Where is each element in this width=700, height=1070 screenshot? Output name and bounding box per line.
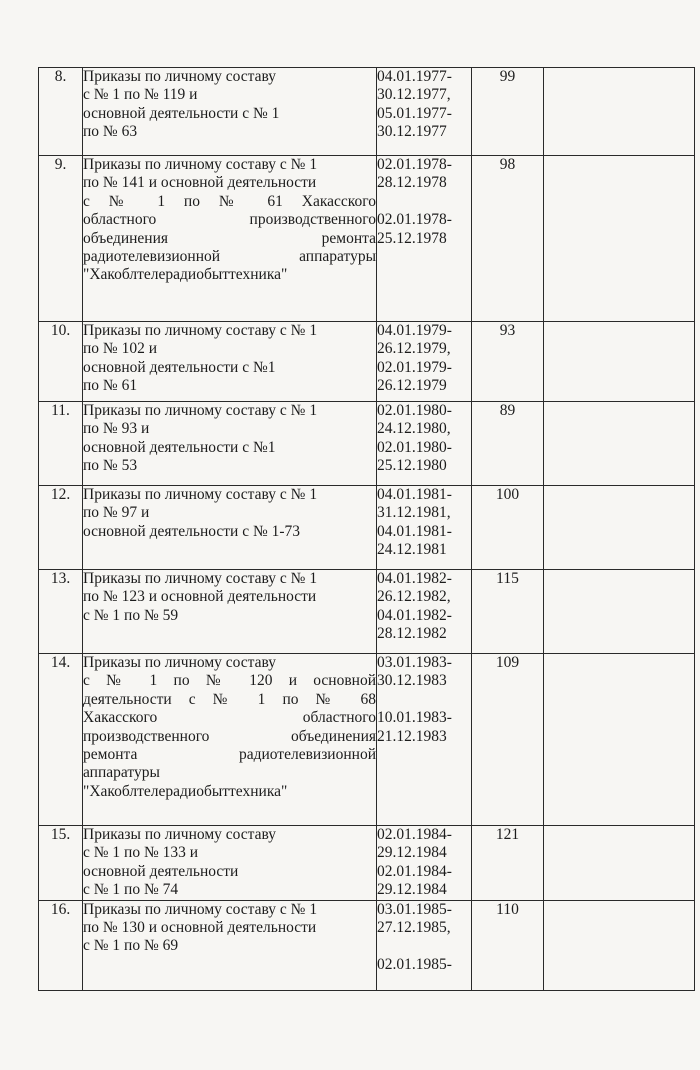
date-line: 02.01.1980- [377,438,452,456]
date-line: 28.12.1982 [377,625,447,643]
table-row [39,402,695,486]
date-range [377,654,472,826]
inventory-table-body [39,68,695,991]
date-range [377,68,472,156]
title-line: основной деятельности [83,862,239,880]
document-title [83,322,377,402]
date-line: 05.01.1977- [377,104,452,122]
title-line: по № 63 [83,123,138,141]
title-line: областного производственного [83,211,376,229]
date-line: 29.12.1984 [377,881,447,899]
date-range [377,826,472,901]
title-line: по № 93 и [83,420,150,438]
title-line: по № 123 и основной деятельности [83,588,317,606]
title-line: основной деятельности с №1 [83,438,276,456]
title-line: по № 141 и основной деятельности [83,174,317,192]
date-line: 04.01.1981- [377,486,452,503]
title-line: Хакасского областного [83,709,376,727]
row-number: 16. [39,900,83,990]
row-number: 12. [39,486,83,570]
date-line: 02.01.1984- [377,862,452,880]
date-line: 27.12.1985, [377,919,451,937]
title-line: Приказы по личному составу [83,826,277,843]
date-line: 28.12.1978 [377,174,447,192]
title-line: Приказы по личному составу с № 1 [83,322,318,339]
sheet-count: 99 [472,68,544,156]
title-line: основной деятельности с № 1-73 [83,522,301,540]
date-line: 02.01.1978- [377,156,452,173]
notes-cell [544,402,695,486]
title-line: с № 1 по № 74 [83,881,179,899]
date-line: 10.01.1983- [377,709,452,727]
date-line: 25.12.1980 [377,457,447,475]
sheet-count: 110 [472,900,544,990]
row-number: 15. [39,826,83,901]
title-line: с № 1 по № 69 [83,937,179,955]
sheet-count: 109 [472,654,544,826]
title-line: Приказы по личному составу с № 1 [83,402,318,419]
date-line: 30.12.1977 [377,123,447,141]
date-range [377,156,472,322]
date-line: 04.01.1982- [377,606,452,624]
sheet-count: 100 [472,486,544,570]
date-line: 03.01.1983- [377,654,452,671]
title-line: по № 130 и основной деятельности [83,919,317,937]
date-line: 04.01.1977- [377,68,452,85]
document-title [83,156,377,322]
date-line: 03.01.1985- [377,900,452,918]
notes-cell [544,570,695,654]
title-line: Приказы по личному составу с № 1 [83,156,318,173]
document-title [83,900,377,990]
row-number: 13. [39,570,83,654]
title-line: по № 102 и [83,340,158,358]
table-row [39,654,695,826]
date-line: 04.01.1979- [377,322,452,339]
title-line: Приказы по личному составу [83,68,277,85]
date-line [377,691,471,709]
document-title [83,654,377,826]
notes-cell [544,156,695,322]
sheet-count: 121 [472,826,544,901]
date-line: 30.12.1977, [377,86,451,104]
title-line: Приказы по личному составу [83,654,277,671]
title-line: по № 97 и [83,504,150,522]
row-number: 14. [39,654,83,826]
document-title [83,826,377,901]
title-line: с № 1 по № 120 и основной [83,672,376,690]
table-row [39,826,695,901]
table-row [39,322,695,402]
date-line: 21.12.1983 [377,727,447,745]
date-line: 29.12.1984 [377,844,447,862]
title-line: Приказы по личному составу с № 1 [83,900,318,918]
title-line: объединения ремонта [83,229,376,247]
date-line: 30.12.1983 [377,672,447,690]
date-line: 02.01.1980- [377,402,452,419]
title-line: основной деятельности с №1 [83,358,276,376]
date-line: 24.12.1980, [377,420,451,438]
row-number: 11. [39,402,83,486]
date-line [377,193,471,211]
notes-cell [544,654,695,826]
date-line: 02.01.1978- [377,211,452,229]
title-line: основной деятельности с № 1 [83,104,280,122]
title-line: с № 1 по № 59 [83,606,179,624]
title-line: по № 61 [83,377,138,395]
title-line: аппаратуры [83,764,160,782]
date-range [377,900,472,990]
table-row [39,900,695,990]
table-row [39,570,695,654]
date-line: 26.12.1979, [377,340,451,358]
document-title [83,570,377,654]
title-line: по № 53 [83,457,138,475]
title-line: деятельности с № 1 по № 68 [83,690,376,708]
date-line: 02.01.1985- [377,955,452,973]
date-line: 24.12.1981 [377,541,447,559]
date-range [377,402,472,486]
title-line: с № 1 по № 61 Хакасского [83,192,376,210]
date-line: 26.12.1982, [377,588,451,606]
document-title [83,486,377,570]
sheet-count: 98 [472,156,544,322]
notes-cell [544,322,695,402]
notes-cell [544,68,695,156]
notes-cell [544,826,695,901]
document-title [83,68,377,156]
table-row [39,486,695,570]
date-line: 04.01.1982- [377,570,452,587]
row-number: 10. [39,322,83,402]
date-range [377,486,472,570]
table-row [39,68,695,156]
title-line: "Хакоблтелерадиобыттехника" [83,266,288,284]
sheet-count: 93 [472,322,544,402]
date-line: 02.01.1979- [377,358,452,376]
notes-cell [544,486,695,570]
title-line: радиотелевизионной аппаратуры [83,248,376,266]
date-line: 02.01.1984- [377,826,452,843]
inventory-table [38,67,695,991]
date-line: 25.12.1978 [377,229,447,247]
date-line: 26.12.1979 [377,377,447,395]
table-row [39,156,695,322]
title-line: с № 1 по № 119 и [83,86,198,104]
title-line: с № 1 по № 133 и [83,844,199,862]
title-line: ремонта радиотелевизионной [83,746,376,764]
date-range [377,322,472,402]
date-line: 04.01.1981- [377,522,452,540]
sheet-count: 89 [472,402,544,486]
title-line: "Хакоблтелерадиобыттехника" [83,782,288,800]
notes-cell [544,900,695,990]
title-line: производственного объединения [83,727,376,745]
row-number: 9. [39,156,83,322]
row-number: 8. [39,68,83,156]
document-title [83,402,377,486]
sheet-count: 115 [472,570,544,654]
date-line [377,937,471,955]
title-line: Приказы по личному составу с № 1 [83,486,318,503]
title-line: Приказы по личному составу с № 1 [83,570,318,587]
date-range [377,570,472,654]
date-line: 31.12.1981, [377,504,451,522]
